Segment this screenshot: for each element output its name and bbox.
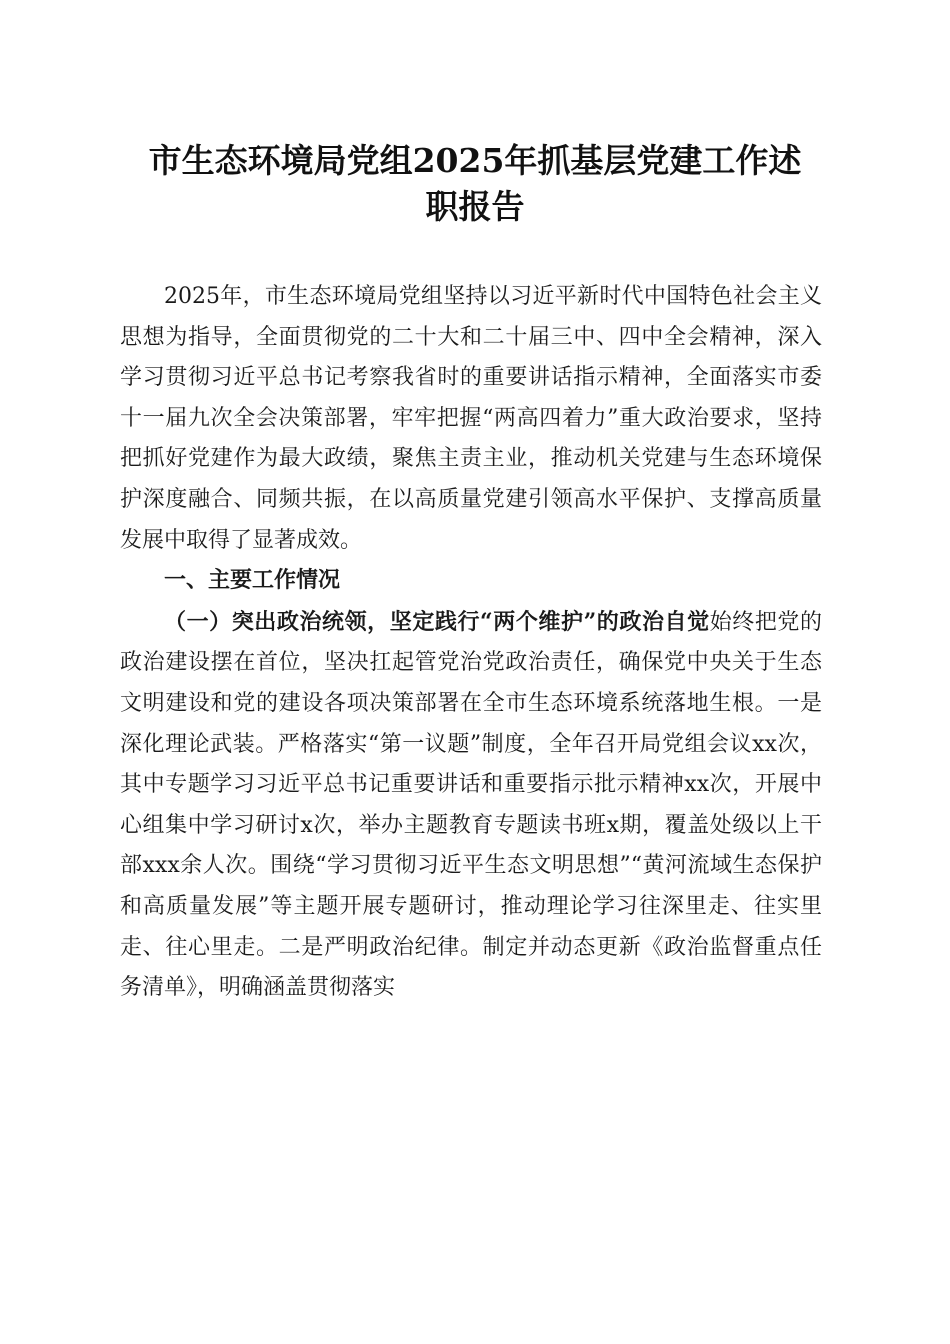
document-title bbox=[110, 138, 840, 230]
title-line-1: 市生态环境局党组2025年抓基层党建工作述 bbox=[148, 141, 802, 180]
subsection-body: 始终把党的政治建设摆在首位，坚决扛起管党治党政治责任，确保党中央关于生态文明建设和党的建设各项决策部署在全市生态环境系统落地生根。一是深化理论武装。严格落实“第一议题”制度，全年召开局党组会议xx次，其中专题学习习近平总书记重要讲话和重要指示批示精神xx次，开展中心组集中学习研讨x次，举办主题教育专题读书班x期，覆盖处级以上干部xxx余人次。围绕“学习贯彻习近平生态文明思想”“黄河流域生态保护和高质量发展”等主题开展专题研讨，推动理论学习往深里走、往实里走、往心里走。二是严明政治纪律。制定并动态更新《政治监督重点任务清单》，明确涵盖贯彻落实 bbox=[120, 609, 822, 1001]
subsection-paragraph bbox=[120, 602, 822, 1009]
title-line-2: 职报告 bbox=[425, 187, 525, 226]
subsection-heading: （一）突出政治统领，坚定践行“两个维护”的政治自觉 bbox=[164, 608, 710, 635]
document-body bbox=[120, 277, 822, 1009]
section-heading: 一、主要工作情况 bbox=[164, 568, 341, 594]
intro-paragraph: 2025年，市生态环境局党组坚持以习近平新时代中国特色社会主义思想为指导，全面贯彻党的二十大和二十届三中、四中全会精神，深入学习贯彻习近平总书记考察我省时的重要讲话指示精神，全面落实市委十一届九次全会决策部署，牢牢把握“两高四着力”重大政治要求，坚持把抓好党建作为最大政绩，聚焦主责主业，推动机关党建与生态环境保护深度融合、同频共振，在以高质量党建引领高水平保护、支撑高质量发展中取得了显著成效。 bbox=[120, 284, 822, 553]
